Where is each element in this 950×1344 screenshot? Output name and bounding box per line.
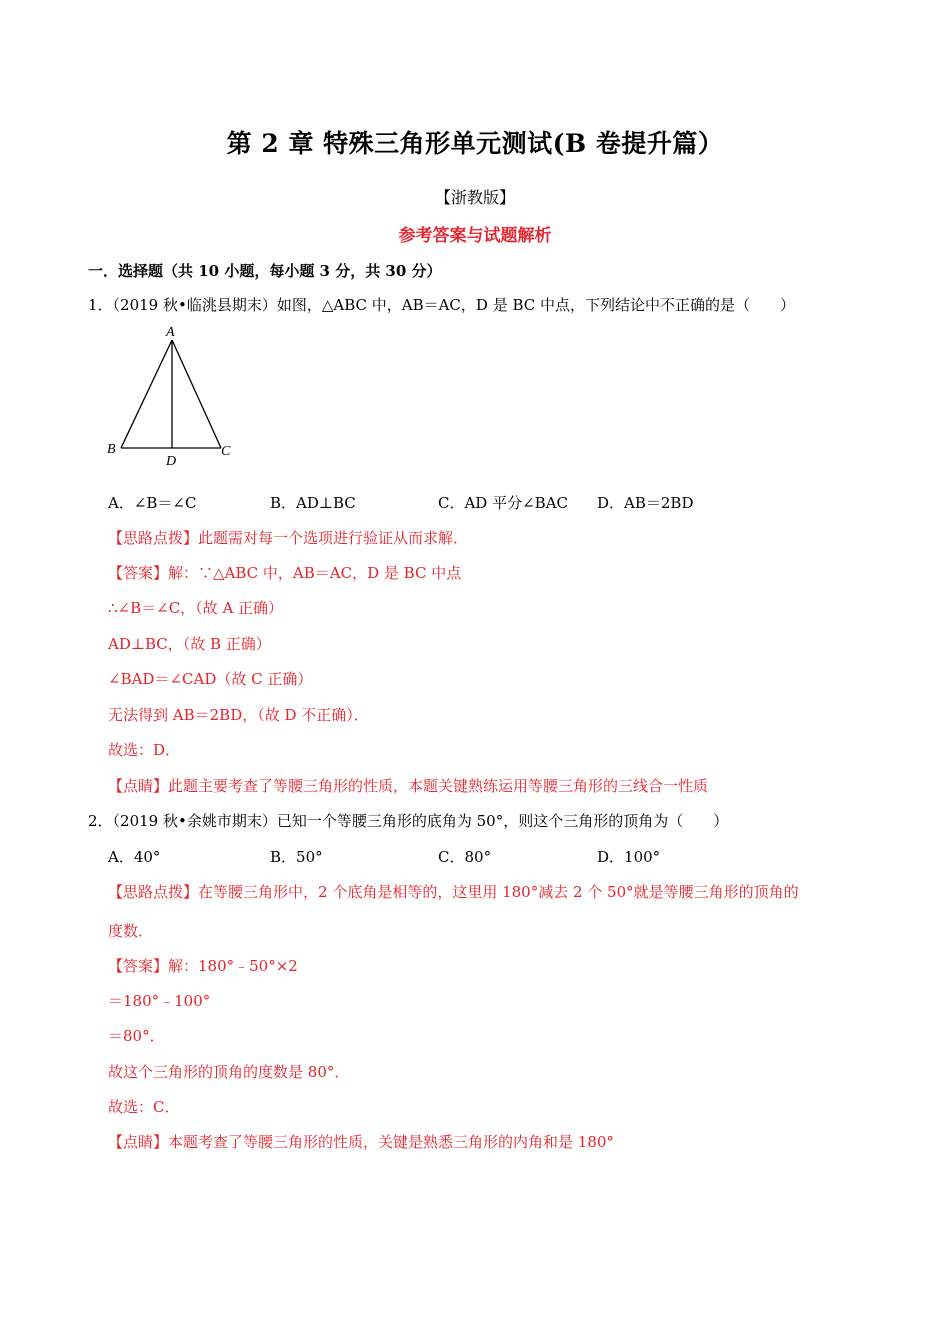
q1-option-d: D．AB＝2BD <box>597 494 694 512</box>
q2-option-b: B．50° <box>270 848 323 866</box>
question-1-stem: 1．（2019 秋•临洮县期末）如图，△ABC 中，AB＝AC，D 是 BC 中点，下列结论中不正确的是（ ） <box>88 296 796 314</box>
edition-label: 【浙教版】 <box>434 188 515 207</box>
q1-option-a: A．∠B＝∠C <box>108 494 197 512</box>
q2-answer-line: 故这个三角形的顶角的度数是 80°． <box>108 1063 350 1081</box>
document-title: 第 2 章 特殊三角形单元测试(B 卷提升篇） <box>226 129 724 158</box>
q1-answer-line: 故选：D． <box>108 741 181 759</box>
answers-heading: 参考答案与试题解析 <box>398 226 552 246</box>
q2-answer-line: 【答案】解：180°﹣50°×2 <box>108 957 298 975</box>
question-2-stem: 2．（2019 秋•余姚市期末）已知一个等腰三角形的底角为 50°，则这个三角形的顶角为（ ） <box>88 812 729 830</box>
vertex-label-b: B <box>107 442 116 457</box>
q1-option-b: B．AD⊥BC <box>270 494 356 512</box>
q1-comment: 【点睛】此题主要考查了等腰三角形的性质，本题关键熟练运用等腰三角形的三线合一性质 <box>108 777 709 795</box>
q2-comment: 【点睛】本题考查了等腰三角形的性质，关键是熟悉三角形的内角和是 180° <box>108 1133 614 1151</box>
triangle-figure <box>100 322 250 470</box>
q1-hint: 【思路点拨】此题需对每一个选项进行验证从而求解． <box>108 529 469 547</box>
side-ab <box>121 340 172 448</box>
vertex-label-a: A <box>166 325 175 340</box>
q1-answer-line: ∠BAD＝∠CAD（故 C 正确） <box>108 670 313 688</box>
side-ac <box>172 340 221 448</box>
q2-answer-line: 故选：C． <box>108 1098 180 1116</box>
q1-answer-line: ∴∠B＝∠C，（故 A 正确） <box>108 599 284 617</box>
vertex-label-c: C <box>221 444 231 459</box>
q2-hint-continued: 度数． <box>108 922 154 940</box>
section-heading: 一．选择题（共 10 小题，每小题 3 分，共 30 分） <box>88 262 442 280</box>
q1-answer-line: 【答案】解：∵△ABC 中，AB＝AC，D 是 BC 中点 <box>108 564 462 582</box>
q1-answer-line: AD⊥BC，（故 B 正确） <box>108 635 271 653</box>
vertex-label-d: D <box>166 454 177 469</box>
q2-answer-line: ＝80°． <box>108 1027 165 1045</box>
q2-option-d: D．100° <box>597 848 661 866</box>
q2-hint: 【思路点拨】在等腰三角形中，2 个底角是相等的，这里用 180°减去 2 个 50°就是等腰三角形的顶角的 <box>108 883 799 901</box>
q2-option-c: C．80° <box>438 848 492 866</box>
q1-answer-line: 无法得到 AB＝2BD，（故 D 不正确）． <box>108 706 369 724</box>
q2-option-a: A．40° <box>108 848 161 866</box>
q2-answer-line: ＝180°﹣100° <box>108 992 211 1010</box>
q1-option-c: C．AD 平分∠BAC <box>438 494 569 512</box>
